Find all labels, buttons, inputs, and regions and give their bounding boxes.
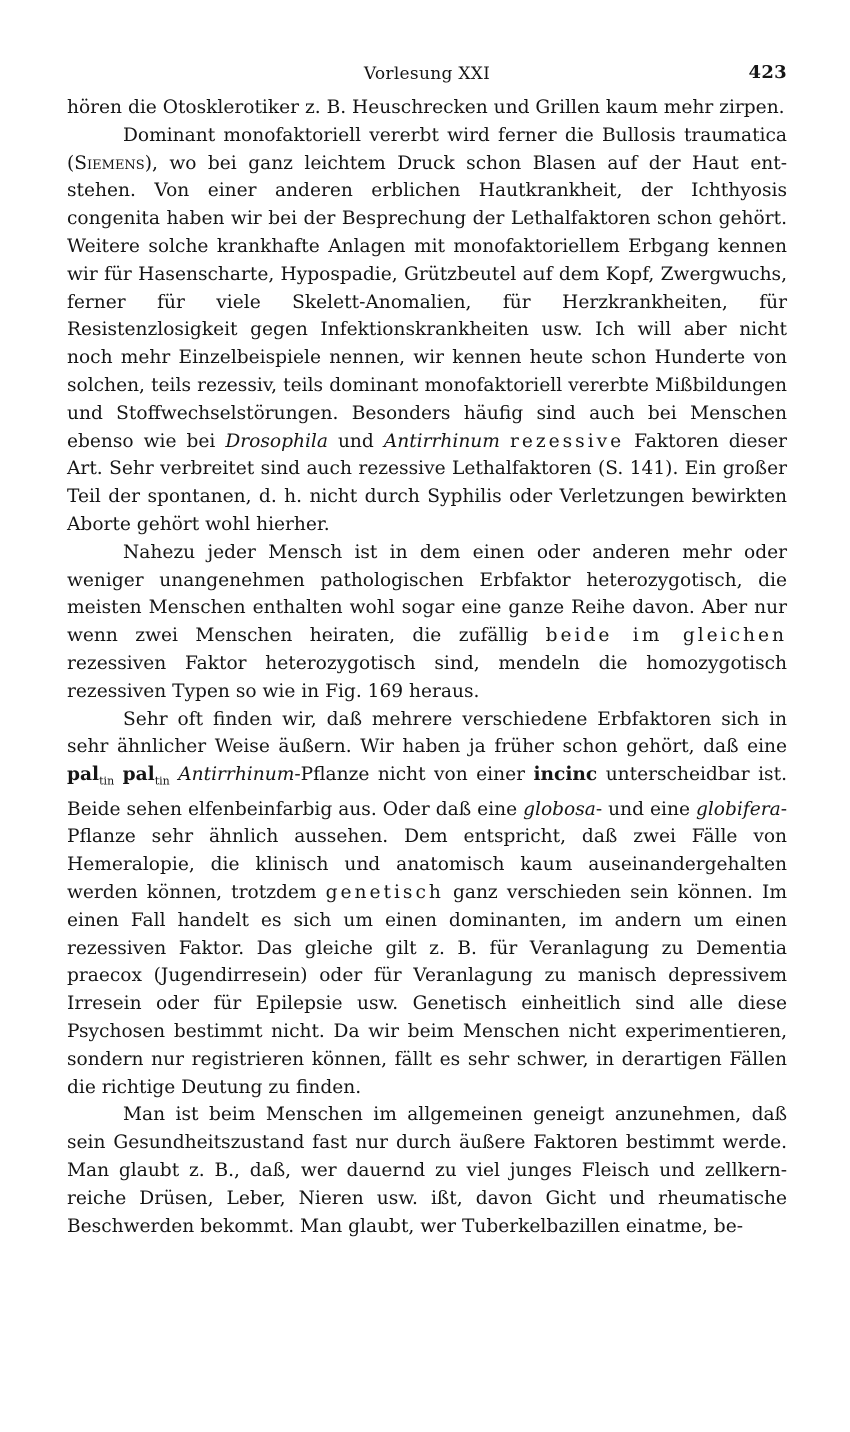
paragraph-text: Man ist beim Menschen im allgemeinen geneigt anzunehmen, daß sein Gesundheitszustand fast nur durch äußere Faktoren bestimmt werde. Man glaubt z. B., daß, wer dauernd zu viel junges Fleisch und zellkernreiche Drüsen, Leber, Nieren usw. ißt, davon Gicht und rheumatische Beschwerden bekommt. Man glaubt, wer Tuberkelbazillen einatme, be-	[67, 1104, 787, 1237]
paragraph-5	[67, 1101, 787, 1240]
genus-name: Antirrhinum	[383, 430, 500, 452]
author-name: Siemens	[74, 152, 145, 174]
text-run: - und eine	[595, 798, 696, 820]
paragraph-4	[67, 706, 787, 1102]
text-run: -Pflanze nicht von einer	[294, 764, 534, 786]
gene-base: pal	[67, 764, 100, 786]
text-run: ganz verschieden sein können. Im einen Fall handelt es sich um einen dominanten, im andern um einen rezessiven Faktor. Das gleiche gilt z. B. für Veranlagung zu Dementia praecox (Jugendirresein) oder für Veranlagung zu manisch depressivem Irresein oder für Epilepsie usw. Genetisch einheitlich sind alle diese Psychosen bestimmt nicht. Da wir beim Menschen nicht experimentieren, sondern nur registrieren können, fällt es sehr schwer, in derartigen Fällen die richtige Deutung zu finden.	[67, 882, 787, 1098]
paragraph-3	[67, 539, 787, 706]
text-run: Dominant monofaktoriell vererbt wird ferner die Bullosis traumatica (	[67, 124, 787, 174]
text-run: Nahezu jeder Mensch ist in dem einen oder anderen mehr oder weniger unangenehmen pathologischen Erbfaktor heterozygotisch, die meisten Menschen enthalten wohl sogar eine ganze Reihe davon. Aber nur wenn zwei Menschen heiraten, die zufällig	[67, 541, 787, 647]
text-run: und	[327, 430, 384, 452]
text-run: rezessiven Faktor heterozygotisch sind, mendeln die homozygotisch rezessiven Typen so wie in Fig. 169 heraus.	[67, 652, 787, 702]
genus-name: Drosophila	[225, 430, 328, 452]
gene-subscript: tin	[154, 774, 170, 788]
paragraph-1	[67, 94, 787, 122]
book-page	[67, 58, 787, 1240]
running-header	[67, 58, 787, 94]
paragraph-text: hören die Otosklerotiker z. B. Heuschrecken und Grillen kaum mehr zirpen.	[67, 97, 785, 118]
genus-name: Antirrhinum	[178, 764, 295, 786]
text-run: ), wo bei ganz leichtem Druck schon Blasen auf der Haut entstehen. Von einer anderen erblichen Hautkrankheit, der Ichthyosis congenita haben wir bei der Besprechung der Lethalfaktoren schon gehört. Weitere solche krankhafte Anlagen mit monofaktoriellem Erbgang kennen wir für Hasenscharte, Hypospadie, Grützbeutel auf dem Kopf, Zwergwuchs, ferner für viele Skelett-Anomalien, für Herzkrankheiten, für Resistenzlosigkeit gegen Infektionskrankheiten usw. Ich will aber nicht noch mehr Einzelbeispiele nennen, wir kennen heute schon Hunderte von solchen, teils rezessiv, teils dominant monofaktoriell vererbte Mißbildungen und Stoffwechselstörungen. Besonders häufig sind auch bei Menschen ebenso wie bei	[67, 152, 787, 452]
text-run: Faktoren dieser Art. Sehr verbreitet sind auch rezessive Lethalfaktoren (S. 141). Ein großer Teil der spontanen, d. h. nicht durch Syphilis oder Verletzungen bewirkten Aborte gehört wohl hierher.	[67, 430, 787, 535]
text-run: Sehr oft finden wir, daß mehrere verschiedene Erbfaktoren sich in sehr ähnlicher Weise äußern. Wir haben ja früher schon gehört, daß eine	[67, 708, 787, 758]
text-run: -Pflanze sehr ähnlich aussehen. Dem entspricht, daß zwei Fälle von Hemeralopie, die klinisch und anatomisch kaum auseinandergehalten werden können, trotzdem	[67, 798, 787, 904]
gene-subscript: tin	[99, 774, 115, 788]
gene-base: pal	[122, 764, 155, 786]
text-run: unterscheidbar ist. Beide sehen elfenbeinfarbig aus. Oder daß eine	[67, 764, 787, 820]
italic-term: globosa	[523, 798, 596, 820]
spaced-emphasis: beide im gleichen	[545, 625, 787, 647]
text-run	[500, 431, 510, 452]
italic-term: globifera	[695, 798, 781, 820]
gene-symbol	[67, 764, 115, 788]
paragraph-2	[67, 122, 787, 539]
text-run	[170, 764, 178, 785]
spaced-emphasis: genetisch	[325, 882, 444, 904]
page-number: 423	[748, 62, 787, 83]
gene-symbol: incinc	[533, 764, 598, 786]
body-text	[67, 94, 787, 1240]
spaced-emphasis: rezessive	[509, 430, 625, 452]
gene-symbol	[122, 764, 170, 788]
chapter-title: Vorlesung XXI	[363, 64, 491, 84]
